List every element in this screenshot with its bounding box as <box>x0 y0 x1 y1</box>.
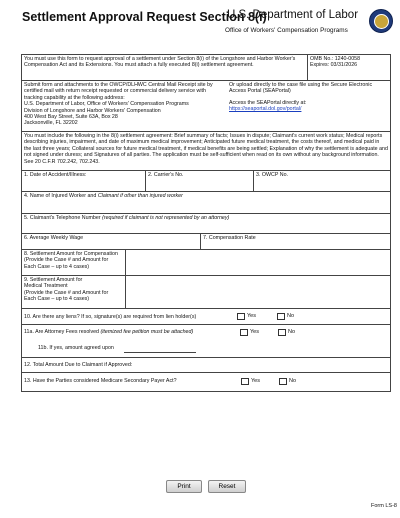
address-line: 400 West Bay Street, Suite 63A, Box 28 <box>24 114 118 121</box>
submit-row <box>22 81 390 132</box>
row-1-3 <box>22 171 390 192</box>
row-13 <box>22 373 390 391</box>
dol-seal-logo <box>369 9 393 33</box>
claimant-phone-label: 5. Claimant's Telephone Number <box>24 215 103 221</box>
row-8 <box>22 250 390 276</box>
claimant-label: Claimant if other than injured worker <box>97 193 183 199</box>
form-title: Settlement Approval Request Section 8(i) <box>22 10 267 24</box>
total-amount-due-label: 12. Total Amount Due to Claimant if Approved: <box>24 362 133 368</box>
claimant-phone-note: (required if claimant is not represented by an attorney) <box>102 215 230 221</box>
attorney-fee-amount-input[interactable] <box>124 347 196 353</box>
row-5 <box>22 214 390 234</box>
label-line: Each Case – up to 4 cases) <box>24 296 90 303</box>
date-of-accident-field[interactable] <box>22 171 145 191</box>
row-9 <box>22 276 390 309</box>
submit-instructions <box>22 81 222 131</box>
medicare-no-option[interactable] <box>279 378 296 385</box>
average-weekly-wage-field[interactable] <box>22 234 200 249</box>
omb-block <box>307 55 390 80</box>
label-line: 9. Settlement Amount for <box>24 277 83 283</box>
intro-row <box>22 55 390 81</box>
claimant-phone-field[interactable] <box>22 214 390 233</box>
label-line: Each Case – up to 4 cases) <box>24 263 90 270</box>
medicare-yes-checkbox[interactable] <box>241 378 249 385</box>
no-label: No <box>288 329 296 336</box>
submit-text: Submit form and attachments to the OWCP/DLHWC Central Mail Receipt site by certified mail with return receipt requested or commercial delivery service with tracking capability at the following address: <box>24 82 213 101</box>
attorney-fees-no-checkbox[interactable] <box>278 329 286 336</box>
total-amount-due-field[interactable] <box>22 358 390 372</box>
average-weekly-wage-label: 6. Average Weekly Wage <box>24 235 84 241</box>
label-line: (Provide the Case # and Amount for <box>24 257 109 264</box>
label-line: Medical Treatment <box>24 283 68 290</box>
portal-text: Or upload directly to the case file using the Secure Electronic Access Portal (SEAPortal) <box>229 82 373 95</box>
intro-text: You must use this form to request approval of a settlement under Section 8(i) of the Longshore and Harbor Worker's Compensation Act and its Extensions. You must attach a fully executed 8(i) settlement agreement. <box>24 56 296 69</box>
carrier-number-label: 2. Carrier's No. <box>148 172 184 178</box>
omb-number: OMB No.: 1240-0058 <box>310 56 361 62</box>
attorney-fees-label: 11a. Are Attorney Fees resolved <box>24 329 101 335</box>
attorney-fees-no-option[interactable] <box>278 329 295 336</box>
include-text: You must include the following in the 8(i) settlement agreement: Brief summary of facts; Issues in dispute; Claimant's current work status; Medical reports describing injuries, impairment, and date of maximum medical improvement; Anticipated future medical treatment, the costs thereof, and medical paid in the last three years; Collateral sources for future medical treatment, if medical benefits are being settled; Explanation of why the settlement is adequate and not signed under duress; and Signatures of all parties. The application must be self-sufficient when read on its own without any background information. See 20 C.F.R 702.242, 702.243. <box>24 133 388 165</box>
medical-settlement-label <box>22 276 125 308</box>
owcp-number-field[interactable] <box>253 171 390 191</box>
row-11 <box>22 325 390 358</box>
include-row <box>22 132 390 171</box>
no-label: No <box>289 378 297 385</box>
address-line: Division of Longshore and Harbor Workers' Compensation <box>24 107 161 114</box>
attorney-fees-yes-option[interactable] <box>240 329 259 336</box>
date-of-accident-label: 1. Date of Accident/Illness: <box>24 172 87 178</box>
liens-no-option[interactable] <box>277 313 294 320</box>
attorney-fees-yes-checkbox[interactable] <box>240 329 248 336</box>
settlement-form <box>21 54 391 392</box>
medical-settlement-input[interactable] <box>125 276 390 308</box>
yes-label: Yes <box>247 313 256 320</box>
attorney-fee-amount-label: 11b. If yes, amount agreed upon <box>38 345 114 351</box>
compensation-settlement-label <box>22 250 125 275</box>
compensation-rate-field[interactable] <box>200 234 390 249</box>
row-12 <box>22 358 390 373</box>
office-name: Office of Workers' Compensation Programs <box>225 27 348 34</box>
carrier-number-field[interactable] <box>145 171 253 191</box>
compensation-rate-label: 7. Compensation Rate <box>203 235 256 241</box>
row-10 <box>22 309 390 325</box>
liens-no-checkbox[interactable] <box>277 313 285 320</box>
medicare-yes-option[interactable] <box>241 378 260 385</box>
label-line: 8. Settlement Amount for Compensation <box>24 251 118 257</box>
row-6-7 <box>22 234 390 250</box>
portal-access-text: Access the SEAPortal directly at: <box>229 99 307 106</box>
injured-worker-name-field[interactable] <box>22 192 390 213</box>
liens-question: 10. Are there any liens? If so, signature(s) are required from lien holder(s) <box>24 314 197 320</box>
address-line: U.S. Department of Labor, Office of Workers' Compensation Programs <box>24 101 189 108</box>
injured-worker-label: 4. Name of Injured Worker and <box>24 193 98 199</box>
agency-name: U.S. Department of Labor <box>227 9 359 21</box>
attorney-fees-note: (itemized fee petition must be attached) <box>100 329 194 335</box>
row-4 <box>22 192 390 214</box>
portal-block <box>227 81 390 131</box>
attorney-fees-question <box>22 325 237 337</box>
yes-label: Yes <box>251 378 260 385</box>
yes-label: Yes <box>250 329 259 336</box>
no-label: No <box>287 313 295 320</box>
expiration-date: Expires: 03/31/2026 <box>310 62 358 69</box>
compensation-settlement-input[interactable] <box>125 250 390 275</box>
form-number: Form LS-8 <box>371 503 397 509</box>
medicare-no-checkbox[interactable] <box>279 378 287 385</box>
owcp-number-label: 3. OWCP No. <box>256 172 288 178</box>
print-button[interactable]: Print <box>166 480 202 493</box>
address-line: Jacksonville, FL 32202 <box>24 120 78 127</box>
reset-button[interactable]: Reset <box>208 480 246 493</box>
seaportal-link[interactable]: https://seaportal.dol.gov/portal/ <box>229 106 302 113</box>
label-line: (Provide the Case # and Amount for <box>24 289 109 296</box>
liens-yes-option[interactable] <box>237 313 256 320</box>
liens-yes-checkbox[interactable] <box>237 313 245 320</box>
medicare-question: 13. Have the Parties considered Medicare Secondary Payer Act? <box>24 378 177 384</box>
